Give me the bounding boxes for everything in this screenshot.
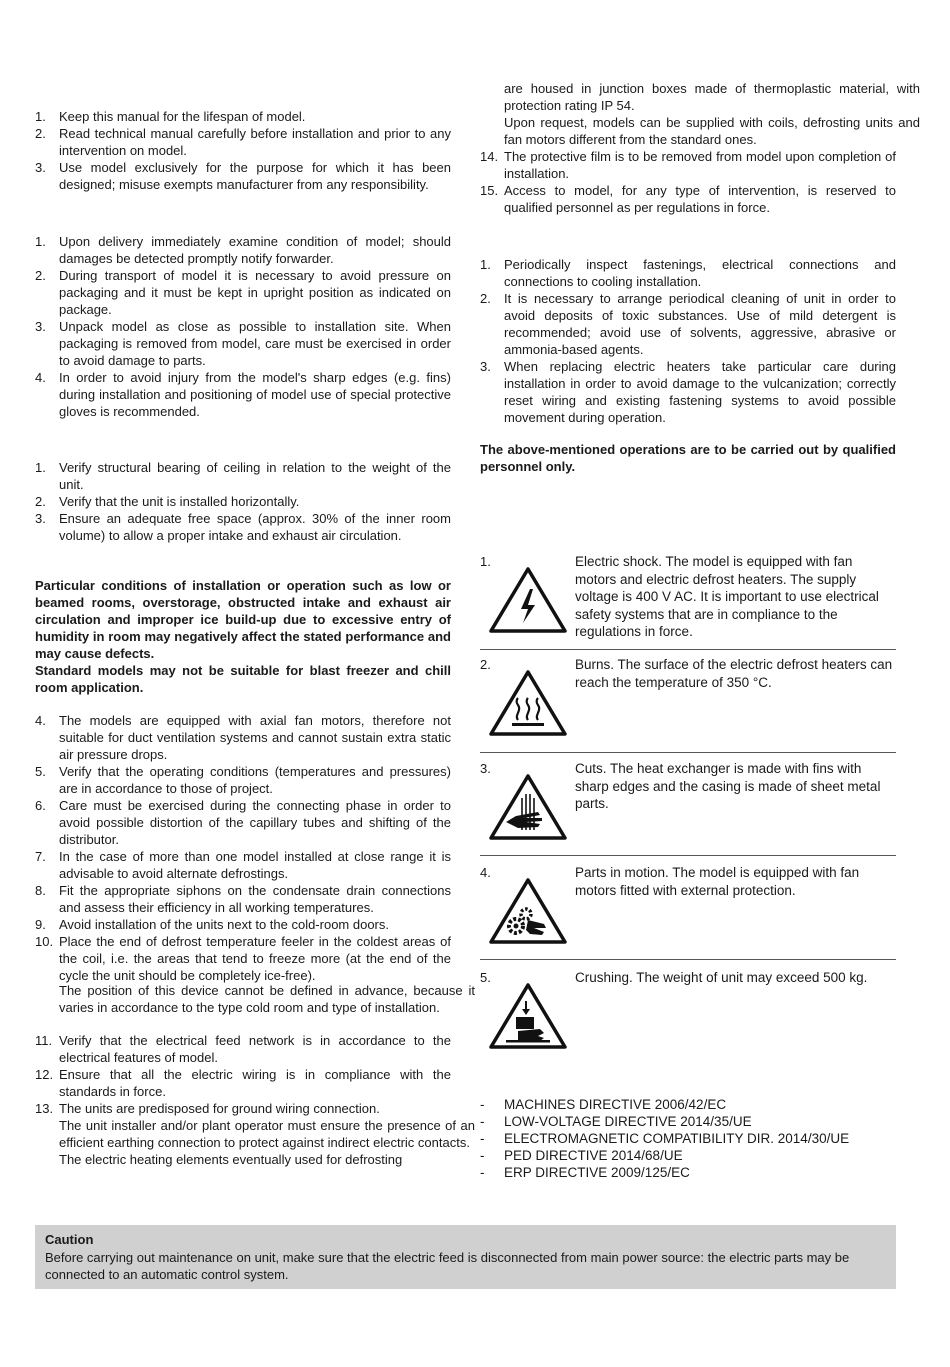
maintenance-list <box>480 256 896 426</box>
installation-list <box>35 459 451 544</box>
sharp-fins-hand-icon <box>488 772 568 842</box>
list-item: - ERP DIRECTIVE 2009/125/EC <box>480 1165 690 1180</box>
list-item: 3. Unpack model as close as possible to installation site. When packaging is removed from model, care must be exercised in order to avoid damage to parts. <box>35 319 451 368</box>
warning-paragraph: Standard models may not be suitable for blast freezer and chill room application. <box>35 663 451 695</box>
list-item: 1. Keep this manual for the lifespan of model. <box>35 109 306 124</box>
list-item: 8. Fit the appropriate siphons on the condensate drain connections and assess their efficiency in all working temperatures. <box>35 883 451 915</box>
list-item: 4. In order to avoid injury from the model's sharp edges (e.g. fins) during installation and positioning of model use of special protective gloves is recommended. <box>35 370 451 419</box>
list-item: 2. During transport of model it is necessary to avoid pressure on packaging and it must be kept in upright position as indicated on package. <box>35 268 451 317</box>
list-item: 6. Care must be exercised during the connecting phase in order to avoid possible distortion of the capillary tubes and shifting of the distributor. <box>35 798 451 847</box>
list-item: 9. Avoid installation of the units next to the cold-room doors. <box>35 917 390 932</box>
divider <box>480 959 896 960</box>
list-item: - MACHINES DIRECTIVE 2006/42/EC <box>480 1097 727 1112</box>
caution-title: Caution <box>45 1232 94 1247</box>
list-item: 13. The units are predisposed for ground wiring connection. <box>35 1101 380 1116</box>
installation-warning <box>35 577 451 696</box>
hazard-electric-shock: 1. Electric shock. The model is equipped with fan motors and electric defrost heaters. The supply voltage is 400 V AC. It is important to use electrical safety systems that are in compliance to the regulations in force. <box>480 554 879 639</box>
hazard-cuts: 3. Cuts. The heat exchanger is made with fins with sharp edges and the casing is made of sheet metal parts. <box>480 760 896 855</box>
list-item: - LOW-VOLTAGE DIRECTIVE 2014/35/UE <box>480 1114 752 1129</box>
list-item: 3. When replacing electric heaters take particular care during installation in order to avoid damage to the vulcanization; correctly reset wiring and existing fastening systems to avoid possible movement during operation. <box>480 359 896 425</box>
maintenance-warning: The above-mentioned operations are to be carried out by qualified personnel only. <box>480 442 896 474</box>
installation-list-end <box>480 148 896 216</box>
list-item-continuation: are housed in junction boxes made of thermoplastic material, with protection rating IP 54. Upon request, models can be supplied with coils, defrosting units and fan motors different from the standard ones. <box>504 81 920 147</box>
electric-shock-icon <box>488 565 568 635</box>
rotating-gears-hand-icon <box>488 876 568 946</box>
list-item: - ELECTROMAGNETIC COMPATIBILITY DIR. 2014/30/UE <box>480 1131 850 1146</box>
list-item-continuation: The position of this device cannot be defined in advance, because it varies in accordance to the type cold room and type of installation. <box>59 983 475 1015</box>
list-item: 11. Verify that the electrical feed network is in accordance to the electrical features of model. <box>35 1033 451 1065</box>
list-item: 3. Ensure an adequate free space (approx. 30% of the inner room volume) to allow a proper intake and exhaust air circulation. <box>35 511 451 543</box>
list-item: 10. Place the end of defrost temperature feeler in the coldest areas of the coil, i.e. the areas that tend to freeze more (at the end of the cycle the unit should be completely ice-free). <box>35 934 451 983</box>
installation-list-continued <box>35 712 451 984</box>
divider <box>480 752 896 753</box>
list-item: 7. In the case of more than one model installed at close range it is advisable to avoid alternate defrostings. <box>35 849 451 881</box>
divider <box>480 649 896 650</box>
list-item: 2. Read technical manual carefully before installation and prior to any intervention on model. <box>35 126 451 158</box>
hot-surface-icon <box>488 668 568 738</box>
crushing-load-icon <box>488 981 568 1051</box>
caution-text: Before carrying out maintenance on unit, make sure that the electric feed is disconnected from main power source: the electric parts may be connected to an automatic control system. <box>45 1250 850 1282</box>
list-item: 1. Verify structural bearing of ceiling in relation to the weight of the unit. <box>35 460 451 492</box>
hazard-crushing: 5. Crushing. The weight of unit may exceed 500 kg. <box>480 969 896 1064</box>
warning-paragraph: Particular conditions of installation or operation such as low or beamed rooms, overstorage, obstructed intake and exhaust air circulation and improper ice build-up due to excessive entry of humidity in room may negatively affect the stated performance and may cause defects. <box>35 578 451 661</box>
list-item: 2. Verify that the unit is installed horizontally. <box>35 494 300 509</box>
general-list <box>35 108 451 193</box>
list-item: 12. Ensure that all the electric wiring is in compliance with the standards in force. <box>35 1067 451 1099</box>
list-item: - PED DIRECTIVE 2014/68/UE <box>480 1148 683 1163</box>
installation-list-continued <box>35 1032 451 1117</box>
list-item-continuation: The unit installer and/or plant operator must ensure the presence of an efficient earthing connection to protect against indirect electric contacts. The electric heating elements eventually used for defrosting <box>59 1118 475 1167</box>
list-item: 15. Access to model, for any type of intervention, is reserved to qualified personnel as per regulations in force. <box>480 183 896 215</box>
caution-box <box>35 1225 896 1289</box>
list-item: 3. Use model exclusively for the purpose for which it has been designed; misuse exempts manufacturer from any responsibility. <box>35 160 451 192</box>
list-item: 1. Upon delivery immediately examine condition of model; should damages be detected promptly notify forwarder. <box>35 234 451 266</box>
list-item: 2. It is necessary to arrange periodical cleaning of unit in order to avoid deposits of toxic substances. Use of mild detergent is recommended; avoid use of solvents, aggressive, abrasive or ammonia-based agents. <box>480 291 896 357</box>
list-item: 14. The protective film is to be removed from model upon completion of installation. <box>480 149 896 181</box>
divider <box>480 855 896 856</box>
delivery-list <box>35 233 451 420</box>
hazard-burns: 2. Burns. The surface of the electric defrost heaters can reach the temperature of 350 °C. <box>480 656 896 751</box>
list-item: 4. The models are equipped with axial fan motors, therefore not suitable for duct ventilation systems and cannot sustain extra static air pressure drops. <box>35 713 451 762</box>
list-item: 5. Verify that the operating conditions (temperatures and pressures) are in accordance to those of project. <box>35 764 451 796</box>
list-item: 1. Periodically inspect fastenings, electrical connections and connections to cooling installation. <box>480 257 896 289</box>
hazard-parts-in-motion: 4. Parts in motion. The model is equipped with fan motors fitted with external protection. <box>480 864 896 959</box>
directives-list <box>480 1096 896 1181</box>
